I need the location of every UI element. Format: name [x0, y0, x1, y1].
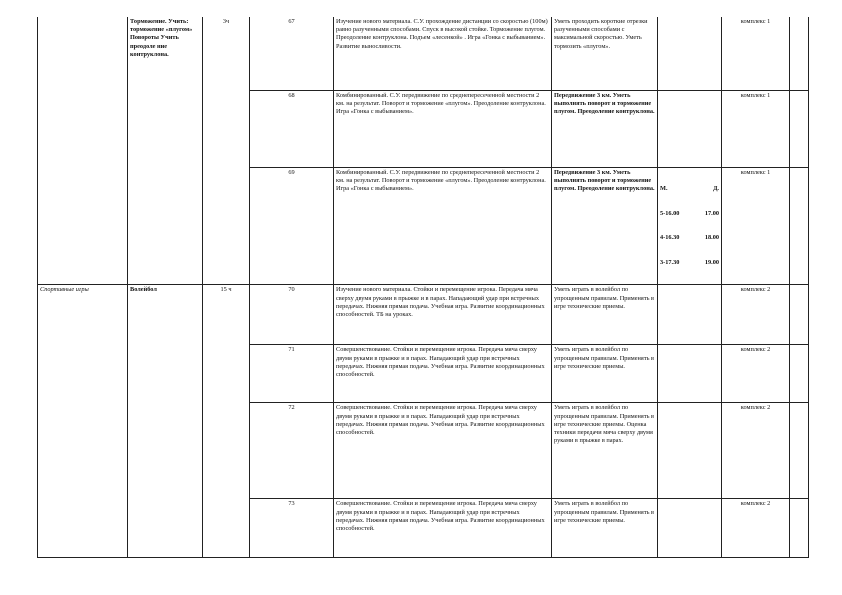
empty-cell	[790, 403, 809, 499]
lesson-content: Комбинированный. С.У. передвижение по среднепересеченной местности 2 км. на результат. Поворот и торможение «плугом». Преодоление контруклона. Игра «Гонка с выбыванием».	[334, 90, 552, 167]
table-row	[38, 17, 809, 90]
empty-cell	[790, 167, 809, 285]
standards-header-girls: Д.	[713, 184, 719, 192]
lesson-number: 73	[250, 499, 334, 558]
empty-cell	[790, 345, 809, 403]
hours-cell: 3ч	[203, 17, 250, 285]
control-cell	[658, 90, 722, 167]
empty-cell	[790, 499, 809, 558]
topic-cell: Торможение. Учить: торможение «плугом» Повороты Учить преодоле ние контруклона.	[128, 17, 203, 285]
standards-grade: 3-17.30	[660, 258, 680, 266]
lesson-content: Изучение нового материала. Стойки и перемещение игрока. Передача мяча сверху двумя руками в прыжке и в парах. Нападающий удар при встречных передачах. Нижняя прямая подача. Учебная игра. Развитие координационных способностей. ТБ на уроках.	[334, 285, 552, 345]
standards-girls: 18.00	[704, 234, 719, 242]
expected-results: Уметь играть в волейбол по упрощенным правилам. Применять в игре технические приемы. Оценка техники передачи мяча сверху двумя руками в прыжке в парах.	[552, 403, 658, 499]
standards-grade: 4-16.30	[660, 234, 680, 242]
homework-cell: комплекс 1	[722, 17, 790, 90]
section-cell	[38, 17, 128, 285]
lesson-number: 72	[250, 403, 334, 499]
empty-cell	[790, 285, 809, 345]
lesson-content: Совершенствование. Стойки и перемещение игрока. Передача мяча сверху двумя руками в прыжке и в парах. Нападающий удар при встречных передачах. Нижняя прямая подача. Учебная игра. Развитие координационных способностей.	[334, 403, 552, 499]
homework-cell: комплекс 2	[722, 345, 790, 403]
expected-results: Уметь играть в волейбол по упрощенным правилам. Применять в игре технические приемы.	[552, 345, 658, 403]
homework-cell: комплекс 2	[722, 403, 790, 499]
homework-cell: комплекс 2	[722, 285, 790, 345]
topic-cell: Волейбол	[128, 285, 203, 558]
expected-results: Уметь играть в волейбол по упрощенным правилам. Применять в игре технические приемы.	[552, 499, 658, 558]
lesson-plan-table	[37, 17, 809, 558]
standards-table	[660, 169, 719, 284]
lesson-number: 69	[250, 167, 334, 285]
lesson-content: Совершенствование. Стойки и перемещение игрока. Передача мяча сверху двумя руками в прыжке и в парах. Нападающий удар при встречных передачах. Нижняя прямая подача. Учебная игра. Развитие координационных способностей.	[334, 345, 552, 403]
hours-cell: 15 ч	[203, 285, 250, 558]
control-cell	[658, 285, 722, 345]
lesson-number: 71	[250, 345, 334, 403]
homework-cell: комплекс 1	[722, 167, 790, 285]
standards-header-boys: М.	[660, 184, 668, 192]
empty-cell	[790, 17, 809, 90]
expected-results: Передвижение 3 км. Уметь выполнять поворот и торможение плугом. Преодоление контруклона.	[552, 167, 658, 285]
lesson-number: 67	[250, 17, 334, 90]
homework-cell: комплекс 1	[722, 90, 790, 167]
control-cell	[658, 499, 722, 558]
lesson-content: Комбинированный. С.У. передвижение по среднепересеченной местности 2 км. на результат. Поворот и торможение «плугом». Преодоление контруклона. Игра «Гонка с выбыванием».	[334, 167, 552, 285]
lesson-number: 68	[250, 90, 334, 167]
expected-results: Уметь играть в волейбол по упрощенным правилам. Применять в игре технические приемы.	[552, 285, 658, 345]
lesson-content: Совершенствование. Стойки и перемещение игрока. Передача мяча сверху двумя руками в прыжке и в парах. Нападающий удар при встречных передачах. Нижняя прямая подача. Учебная игра. Развитие координационных способностей.	[334, 499, 552, 558]
lesson-number: 70	[250, 285, 334, 345]
standards-girls: 17.00	[704, 209, 719, 217]
lesson-content: Изучение нового материала. С.У. прохождение дистанции со скоростью (100м) равно разученными способами. Спуск в высокой стойке. Торможение плугом. Преодоление контруклона. Подъем «лесенкой» . Игра «Гонка с выбыванием». Развитие выносливости.	[334, 17, 552, 90]
control-standards	[658, 167, 722, 285]
control-cell	[658, 403, 722, 499]
standards-girls: 19.00	[704, 258, 719, 266]
empty-cell	[790, 90, 809, 167]
control-cell	[658, 345, 722, 403]
expected-results: Передвижение 3 км. Уметь выполнять поворот и торможение плугом. Преодоление контруклона.	[552, 90, 658, 167]
homework-cell: комплекс 2	[722, 499, 790, 558]
control-cell	[658, 17, 722, 90]
standards-grade: 5-16.00	[660, 209, 680, 217]
expected-results: Уметь проходить короткие отрезки разученными способами с максимальной скоростью. Уметь тормозить «плугом».	[552, 17, 658, 90]
table-row	[38, 285, 809, 345]
section-cell: Спортивные игры	[38, 285, 128, 558]
